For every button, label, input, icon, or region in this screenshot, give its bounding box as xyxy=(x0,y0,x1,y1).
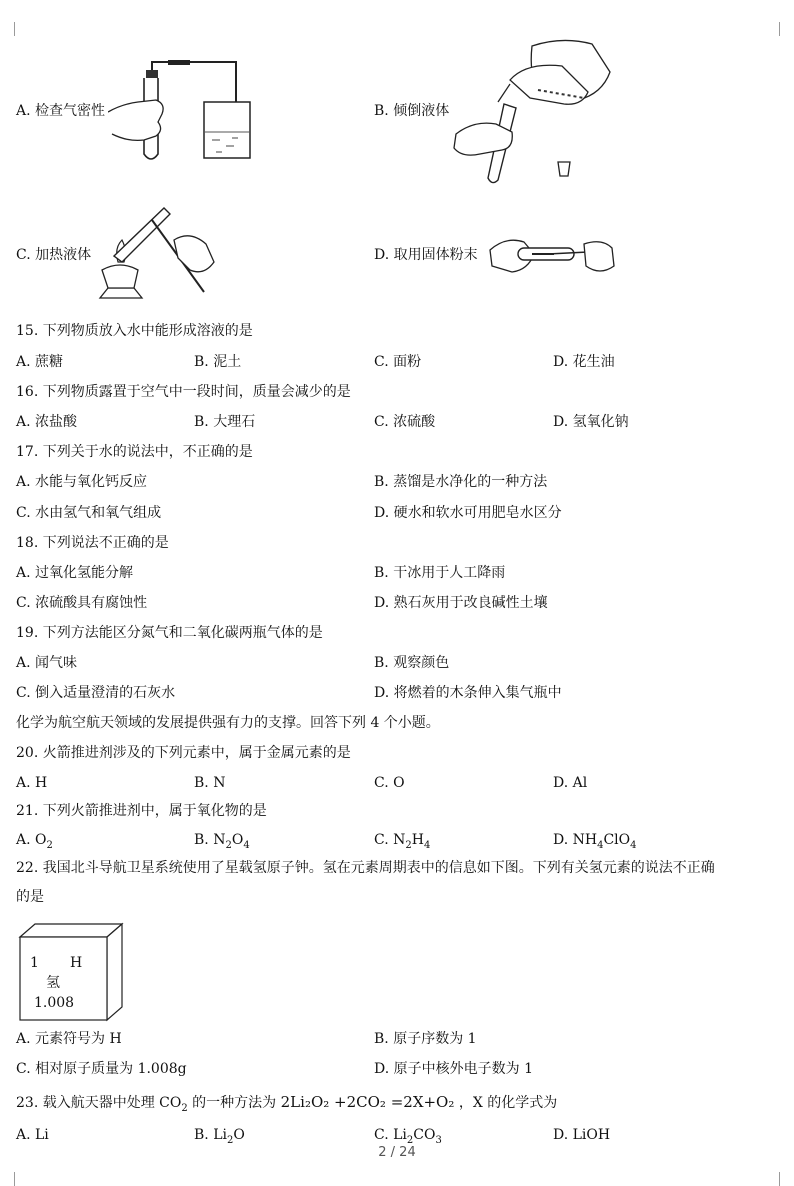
option-21d[interactable]: D. $NH_4ClO_4$ xyxy=(553,832,637,851)
heating-liquid-apparatus-icon xyxy=(94,200,228,304)
option-15d[interactable]: D. 花生油 xyxy=(553,354,615,370)
option-15a[interactable]: A. 蔗糖 xyxy=(16,354,64,370)
question-20-stem: 20. 火箭推进剂涉及的下列元素中，属于金属元素的是 xyxy=(16,745,351,761)
option-17d[interactable]: D. 硬水和软水可用肥皂水区分 xyxy=(374,505,562,521)
option-17c[interactable]: C. 水由氢气和氧气组成 xyxy=(16,505,162,521)
question-23-stem: 23. 载入航天器中处理 $CO_2$ 的一种方法为 2Li₂O₂ +2CO₂ =2X+O₂ ，X 的化学式为 xyxy=(16,1093,558,1114)
question-15-stem: 15. 下列物质放入水中能形成溶液的是 xyxy=(16,323,253,339)
option-20d[interactable]: D. Al xyxy=(553,775,588,791)
question-21-stem: 21. 下列火箭推进剂中，属于氧化物的是 xyxy=(16,803,267,819)
hydrogen-element-cell xyxy=(20,937,124,1021)
crop-mark xyxy=(779,1172,794,1186)
option-21c[interactable]: C. $N_2H_4$ xyxy=(374,832,431,851)
option-20c[interactable]: C. O xyxy=(374,775,405,791)
crop-mark xyxy=(779,22,794,36)
airtightness-check-apparatus-icon xyxy=(108,60,258,170)
option-23d[interactable]: D. LiOH xyxy=(553,1127,611,1143)
option-18a[interactable]: A. 过氧化氢能分解 xyxy=(16,565,134,581)
option-14c[interactable]: C. 加热液体 xyxy=(16,247,92,263)
question-17-stem: 17. 下列关于水的说法中，不正确的是 xyxy=(16,444,253,460)
atomic-number: 1 xyxy=(30,955,39,971)
option-18d[interactable]: D. 熟石灰用于改良碱性土壤 xyxy=(374,595,548,611)
option-20a[interactable]: A. H xyxy=(16,775,48,791)
crop-mark xyxy=(0,1172,15,1186)
option-23c[interactable]: C. $Li_2CO_3$ xyxy=(374,1127,442,1146)
pouring-liquid-apparatus-icon xyxy=(452,36,614,186)
option-16a[interactable]: A. 浓盐酸 xyxy=(16,414,78,430)
option-17b[interactable]: B. 蒸馏是水净化的一种方法 xyxy=(374,474,548,490)
option-16c[interactable]: C. 浓硫酸 xyxy=(374,414,436,430)
option-19d[interactable]: D. 将燃着的木条伸入集气瓶中 xyxy=(374,685,562,701)
option-22a[interactable]: A. 元素符号为 H xyxy=(16,1031,122,1047)
page-number: 2 / 24 xyxy=(378,1145,416,1160)
atomic-mass: 1.008 xyxy=(34,995,75,1011)
question-22-stem-line-2: 的是 xyxy=(16,889,44,905)
question-16-stem: 16. 下列物质露置于空气中一段时间，质量会减少的是 xyxy=(16,384,351,400)
option-23a[interactable]: A. Li xyxy=(16,1127,49,1143)
option-18c[interactable]: C. 浓硫酸具有腐蚀性 xyxy=(16,595,148,611)
option-23b[interactable]: B. $Li_2O$ xyxy=(194,1127,245,1146)
element-name: 氢 xyxy=(46,975,60,991)
option-16d[interactable]: D. 氢氧化钠 xyxy=(553,414,629,430)
solid-powder-apparatus-icon xyxy=(488,232,616,280)
option-17a[interactable]: A. 水能与氧化钙反应 xyxy=(16,474,148,490)
question-22-stem-line-1: 22. 我国北斗导航卫星系统使用了星载氢原子钟。氢在元素周期表中的信息如下图。下列有关氢元素的说法不正确 xyxy=(16,860,715,876)
element-symbol: H xyxy=(70,955,83,971)
crop-mark xyxy=(0,22,15,36)
option-22b[interactable]: B. 原子序数为 1 xyxy=(374,1031,477,1047)
option-15c[interactable]: C. 面粉 xyxy=(374,354,422,370)
option-22c[interactable]: C. 相对原子质量为 1.008g xyxy=(16,1061,187,1077)
option-14b[interactable]: B. 倾倒液体 xyxy=(374,103,450,119)
reaction-equation: 2Li₂O₂ +2CO₂ =2X+O₂ xyxy=(280,1093,455,1111)
option-19c[interactable]: C. 倒入适量澄清的石灰水 xyxy=(16,685,176,701)
option-20b[interactable]: B. N xyxy=(194,775,226,791)
question-19-stem: 19. 下列方法能区分氮气和二氧化碳两瓶气体的是 xyxy=(16,625,323,641)
option-14d[interactable]: D. 取用固体粉末 xyxy=(374,247,478,263)
option-22d[interactable]: D. 原子中核外电子数为 1 xyxy=(374,1061,533,1077)
option-19a[interactable]: A. 闻气味 xyxy=(16,655,78,671)
option-18b[interactable]: B. 干冰用于人工降雨 xyxy=(374,565,506,581)
section-intro: 化学为航空航天领域的发展提供强有力的支撑。回答下列 4 个小题。 xyxy=(16,715,440,731)
option-14a[interactable]: A. 检查气密性 xyxy=(16,103,106,119)
option-19b[interactable]: B. 观察颜色 xyxy=(374,655,450,671)
option-16b[interactable]: B. 大理石 xyxy=(194,414,256,430)
question-18-stem: 18. 下列说法不正确的是 xyxy=(16,535,169,551)
option-21a[interactable]: A. $O_2$ xyxy=(16,832,53,851)
option-21b[interactable]: B. $N_2O_4$ xyxy=(194,832,250,851)
option-15b[interactable]: B. 泥土 xyxy=(194,354,242,370)
